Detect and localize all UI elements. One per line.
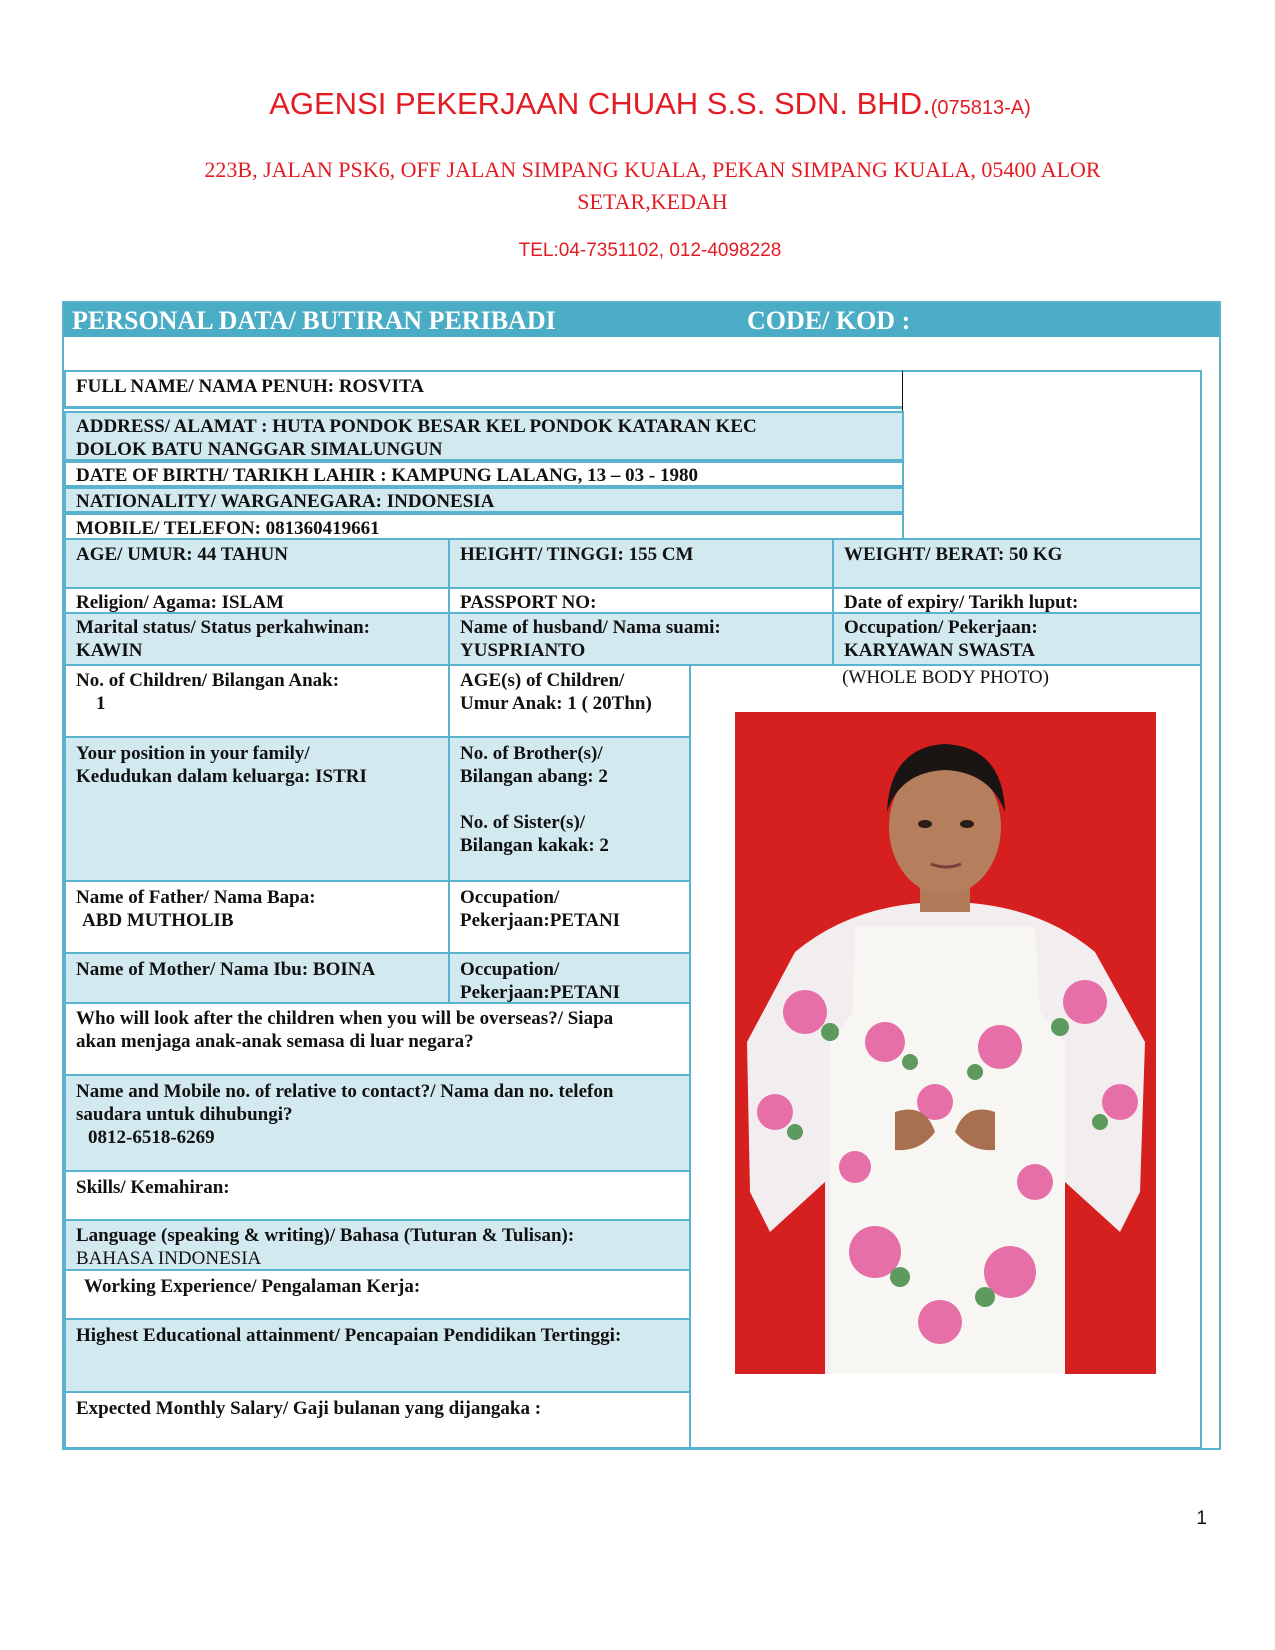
children-age-value: Umur Anak: 1 ( 20Thn) [460,693,652,714]
family-position-value: Kedudukan dalam keluarga: ISTRI [76,766,367,787]
children-age-label: AGE(s) of Children/ [460,670,625,691]
relative-line-2: saudara untuk dihubungi? [76,1104,293,1125]
religion-field: Religion/ Agama: ISLAM [64,587,450,614]
nationality-field: NATIONALITY/ WARGANEGARA: INDONESIA [64,487,904,513]
skills-field: Skills/ Kemahiran: [64,1170,691,1221]
passport-photo-box [902,370,1202,540]
husband-value: YUSPRIANTO [460,640,586,661]
childcare-field [64,1002,691,1076]
brothers-value: Bilangan abang: 2 [460,766,608,787]
company-name [0,86,1275,122]
father-occupation-value: Pekerjaan:PETANI [460,910,621,931]
children-count-value: 1 [96,693,106,714]
father-value: ABD MUTHOLIB [82,910,234,931]
husband-label: Name of husband/ Nama suami: [460,617,721,638]
occupation-value: KARYAWAN SWASTA [844,640,1035,661]
company-name-text: AGENSI PEKERJAAN CHUAH S.S. SDN. BHD. [269,86,931,121]
father-label: Name of Father/ Nama Bapa: [76,887,316,908]
weight-field: WEIGHT/ BERAT: 50 KG [832,538,1202,589]
sisters-label: No. of Sister(s)/ [460,812,586,833]
address-line-a: ADDRESS/ ALAMAT : HUTA PONDOK BESAR KEL PONDOK KATARAN KEC [76,416,757,437]
children-age-field [448,664,691,738]
relative-contact-field [64,1074,691,1172]
page-number: 1 [1196,1508,1207,1529]
mother-occupation-field [448,952,691,1004]
children-count-label: No. of Children/ Bilangan Anak: [76,670,340,691]
dob-field: DATE OF BIRTH/ TARIKH LAHIR : KAMPUNG LALANG, 13 – 03 - 1980 [64,461,904,487]
company-address [130,154,1175,218]
occupation-label: Occupation/ Pekerjaan: [844,617,1038,638]
education-field: Highest Educational attainment/ Pencapaian Pendidikan Tertinggi: [64,1318,691,1393]
childcare-line-2: akan menjaga anak-anak semasa di luar negara? [76,1031,474,1052]
registration-number: (075813-A) [930,97,1031,119]
section-banner [64,303,1219,337]
occupation-field [832,612,1202,666]
whole-body-photo [735,712,1156,1374]
marital-field [64,612,450,666]
height-field: HEIGHT/ TINGGI: 155 CM [448,538,834,589]
address-line-b: DOLOK BATU NANGGAR SIMALUNGUN [76,439,443,460]
salary-field: Expected Monthly Salary/ Gaji bulanan yang dijangaka : [64,1391,691,1449]
age-field: AGE/ UMUR: 44 TAHUN [64,538,450,589]
full-name-field: FULL NAME/ NAMA PENUH: ROSVITA [64,370,904,409]
code-label: CODE/ KOD : [747,306,911,335]
experience-field: Working Experience/ Pengalaman Kerja: [64,1269,691,1320]
mobile-field: MOBILE/ TELEFON: 081360419661 [64,513,904,540]
sisters-value: Bilangan kakak: 2 [460,835,609,856]
father-occupation-label: Occupation/ [460,887,560,908]
section-title: PERSONAL DATA/ BUTIRAN PERIBADI [72,306,556,335]
childcare-line-1: Who will look after the children when you will be overseas?/ Siapa [76,1008,614,1029]
marital-value: KAWIN [76,640,143,661]
mother-occupation-value: Pekerjaan:PETANI [460,982,621,1003]
relative-phone: 0812-6518-6269 [88,1127,215,1148]
mother-occupation-label: Occupation/ [460,959,560,980]
address-line-1: 223B, JALAN PSK6, OFF JALAN SIMPANG KUALA, PEKAN SIMPANG KUALA, 05400 ALOR [204,157,1101,182]
relative-line-1: Name and Mobile no. of relative to contact?/ Nama dan no. telefon [76,1081,614,1102]
mother-field: Name of Mother/ Nama Ibu: BOINA [64,952,450,1004]
address-field [64,411,904,461]
family-position-label: Your position in your family/ [76,743,310,764]
passport-field: PASSPORT NO: [448,587,834,614]
language-value: BAHASA INDONESIA [76,1248,262,1269]
expiry-field: Date of expiry/ Tarikh luput: [832,587,1202,614]
children-count-field [64,664,450,738]
husband-field [448,612,834,666]
company-telephone: TEL:04-7351102, 012-4098228 [518,240,782,261]
language-label: Language (speaking & writing)/ Bahasa (Tuturan & Tulisan): [76,1225,575,1246]
language-field [64,1219,691,1271]
siblings-field [448,736,691,882]
family-position-field [64,736,450,882]
brothers-label: No. of Brother(s)/ [460,743,603,764]
marital-label: Marital status/ Status perkahwinan: [76,617,370,638]
photo-label: (WHOLE BODY PHOTO) [842,667,1049,688]
father-occupation-field [448,880,691,954]
address-line-2: SETAR,KEDAH [577,189,728,214]
father-field [64,880,450,954]
